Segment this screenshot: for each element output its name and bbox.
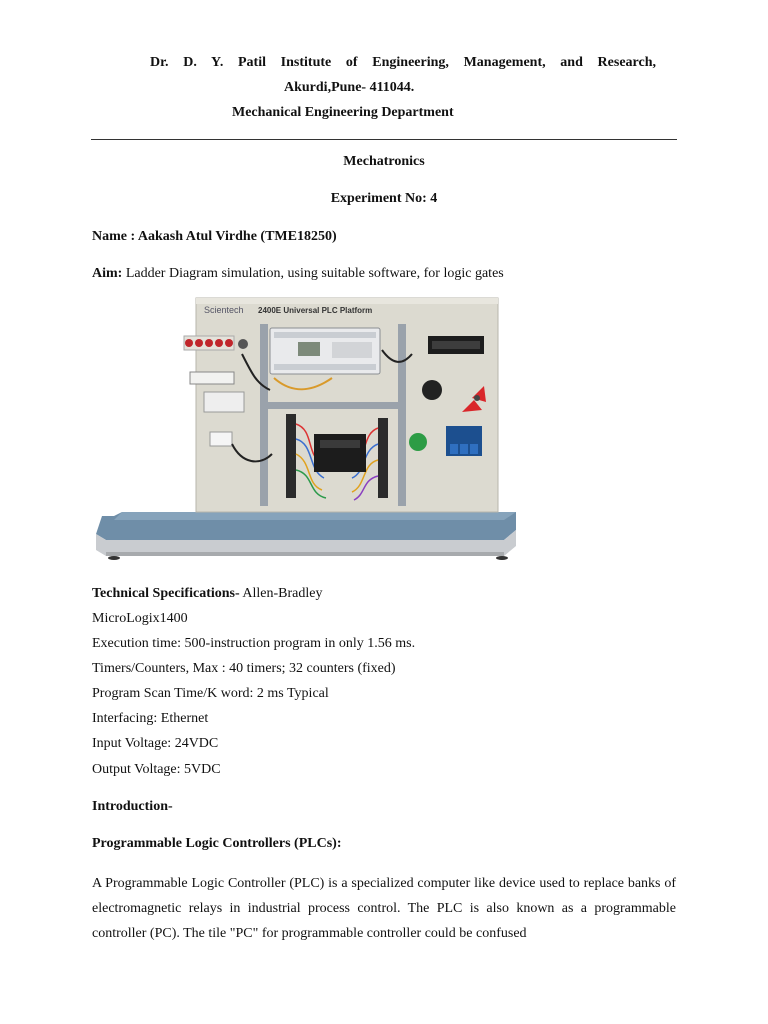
institute-address: Akurdi,Pune- 411044. <box>284 80 415 95</box>
intro-paragraph: A Programmable Logic Controller (PLC) is a specialized computer like device used to replace banks of electromagnetic relays in industrial process control. The PLC is also known as a programmable controller (PC). The tile "PC" for programmable controller could be confused <box>92 876 676 941</box>
aim-text: Ladder Diagram simulation, using suitable software, for logic gates <box>122 266 504 281</box>
terminal-block-right <box>378 418 388 498</box>
terminal-block-left <box>286 414 296 498</box>
brand-logo: Scientech <box>204 305 244 315</box>
spec-line: Interfacing: Ethernet <box>92 711 209 726</box>
spec-line: Program Scan Time/K word: 2 ms Typical <box>92 686 329 701</box>
spec-line: Timers/Counters, Max : 40 timers; 32 counters (fixed) <box>92 661 396 676</box>
plc-section-heading: Programmable Logic Controllers (PLCs): <box>92 836 342 851</box>
buzzer-icon <box>422 380 442 400</box>
specs-heading: Technical Specifications- <box>92 586 240 601</box>
platform-label: 2400E Universal PLC Platform <box>258 306 373 315</box>
indicator-lamp <box>409 433 427 451</box>
spec-line: Execution time: 500-instruction program in only 1.56 ms. <box>92 636 416 651</box>
spec-line: Output Voltage: 5VDC <box>92 762 221 777</box>
header-divider <box>91 139 677 140</box>
introduction-heading: Introduction- <box>92 799 173 814</box>
spec-line: Input Voltage: 24VDC <box>92 736 219 751</box>
specs-brand: Allen-Bradley <box>239 586 323 601</box>
subject-title: Mechatronics <box>343 154 425 169</box>
aim-label: Aim: <box>92 266 123 281</box>
institute-name-line1: Dr. D. Y. Patil Institute of Engineering, Management, and Research, <box>150 55 656 70</box>
spec-line: MicroLogix1400 <box>92 611 188 626</box>
plc-trainer-image <box>92 294 520 574</box>
specs-heading-line <box>92 586 322 602</box>
aim-line <box>92 266 504 282</box>
student-name: Name : Aakash Atul Virdhe (TME18250) <box>92 229 337 244</box>
department-name: Mechanical Engineering Department <box>232 105 454 120</box>
experiment-number: Experiment No: 4 <box>330 191 438 206</box>
interface-module <box>314 434 366 472</box>
